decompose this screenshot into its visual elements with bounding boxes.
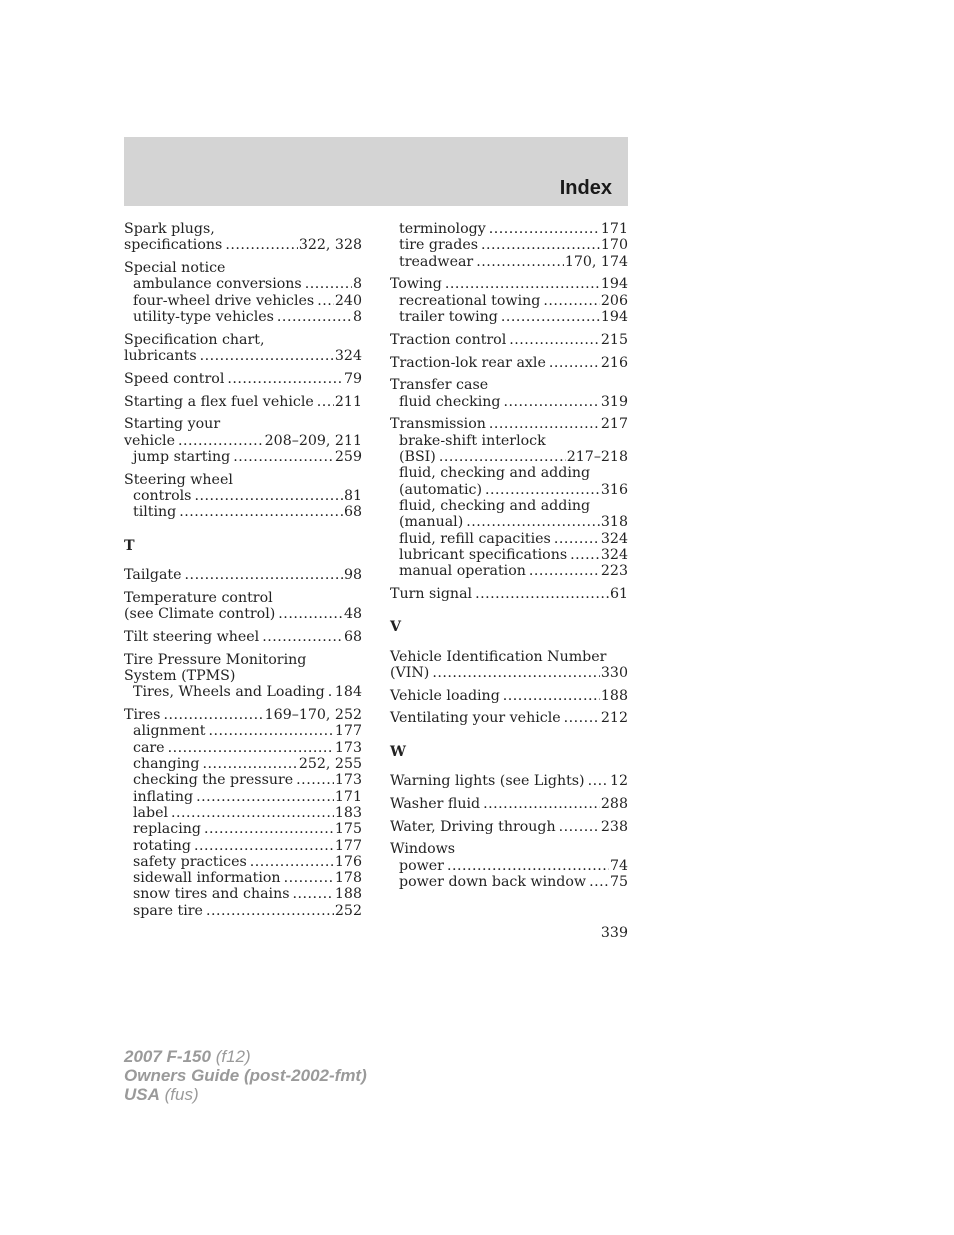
entry-label: inflating xyxy=(133,788,194,805)
index-subentry xyxy=(390,309,628,325)
entry-label: jump starting xyxy=(133,449,231,466)
index-subentry xyxy=(390,858,628,874)
index-entry xyxy=(124,652,362,701)
index-subentry xyxy=(390,293,628,309)
entry-label: tilting xyxy=(133,504,177,521)
index-subentry xyxy=(390,433,628,449)
page-reference: 8 xyxy=(352,308,362,325)
index-entry xyxy=(390,710,628,726)
entry-label: terminology xyxy=(399,221,486,237)
dot-leader xyxy=(483,796,600,812)
index-subentry xyxy=(124,756,362,772)
index-column-right xyxy=(390,221,628,897)
index-entry xyxy=(124,260,362,325)
dot-leader xyxy=(277,309,352,325)
dot-leader xyxy=(196,789,334,805)
entry-label: Special notice xyxy=(124,260,226,277)
index-entry-line xyxy=(390,332,628,348)
index-entry xyxy=(124,707,362,919)
entry-label: Starting your xyxy=(124,416,221,433)
index-entry-line xyxy=(390,796,628,812)
dot-leader xyxy=(206,903,334,919)
page-reference: 194 xyxy=(600,276,628,293)
index-entry-line xyxy=(124,707,362,723)
page-reference: 171 xyxy=(334,788,362,805)
index-entry xyxy=(124,332,362,365)
entry-label: care xyxy=(133,739,165,756)
page-reference: 324 xyxy=(334,348,362,365)
entry-label: Tailgate xyxy=(124,567,182,584)
index-subentry xyxy=(124,488,362,504)
index-entry-line xyxy=(124,606,362,622)
index-entry xyxy=(390,586,628,602)
index-entry-line xyxy=(390,276,628,292)
dot-leader xyxy=(445,276,600,292)
entry-label: fluid, checking and adding xyxy=(399,497,591,514)
index-entry-line xyxy=(390,377,628,393)
index-section-letter: W xyxy=(390,743,406,760)
footer-model-code: (f12) xyxy=(215,1047,251,1066)
index-entry-line xyxy=(390,416,628,432)
dot-leader xyxy=(504,394,600,410)
index-subentry xyxy=(390,547,628,563)
entry-label: recreational towing xyxy=(399,292,541,309)
index-subentry xyxy=(124,449,362,465)
index-entry-line xyxy=(124,629,362,645)
entry-label: Washer fluid xyxy=(390,795,481,812)
entry-label: label xyxy=(133,804,169,821)
entry-label: power xyxy=(399,857,444,874)
dot-leader xyxy=(296,772,334,788)
entry-label: sidewall information xyxy=(133,870,281,887)
dot-leader xyxy=(284,870,334,886)
dot-leader xyxy=(549,355,600,371)
index-subentry xyxy=(124,504,362,520)
page-reference: 188 xyxy=(334,886,362,903)
dot-leader xyxy=(305,276,352,292)
index-entry-line xyxy=(124,371,362,387)
entry-label: controls xyxy=(133,488,192,505)
index-entry-line xyxy=(124,394,362,410)
footer-guide-title: Owners Guide (post-2002-fmt) xyxy=(124,1066,367,1085)
page-reference: 223 xyxy=(600,563,628,580)
entry-label: ambulance conversions xyxy=(133,276,302,293)
index-subentry xyxy=(124,772,362,788)
page-reference: 252, 255 xyxy=(298,756,362,773)
page-reference: 8 xyxy=(352,276,362,293)
entry-label: lubricant specifications xyxy=(399,546,568,563)
index-entry xyxy=(390,276,628,325)
dot-leader xyxy=(278,606,343,622)
index-entry-line xyxy=(124,260,362,276)
page-reference: 240 xyxy=(334,292,362,309)
dot-leader xyxy=(481,237,600,253)
entry-label: (BSI) xyxy=(399,449,436,466)
document-footer xyxy=(124,1047,367,1104)
page-reference: 188 xyxy=(600,687,628,704)
entry-label: changing xyxy=(133,756,200,773)
entry-label: Tire Pressure Monitoring xyxy=(124,651,307,668)
index-subentry xyxy=(124,740,362,756)
dot-leader xyxy=(208,723,333,739)
dot-leader xyxy=(317,394,334,410)
page-reference: 175 xyxy=(334,821,362,838)
page-reference: 206 xyxy=(600,292,628,309)
page-reference: 12 xyxy=(609,773,628,790)
page-number: 339 xyxy=(600,925,628,941)
page-reference: 211 xyxy=(334,393,362,410)
index-entry xyxy=(124,590,362,623)
page-reference: 324 xyxy=(600,546,628,563)
index-entry-line xyxy=(390,688,628,704)
index-subentry xyxy=(390,514,628,530)
index-subentry xyxy=(124,805,362,821)
page-reference: 288 xyxy=(600,795,628,812)
page-reference: 194 xyxy=(600,308,628,325)
entry-label: alignment xyxy=(133,723,206,740)
page-reference: 61 xyxy=(609,585,628,602)
index-entry xyxy=(390,819,628,835)
index-entry-line xyxy=(124,332,362,348)
page-reference: 178 xyxy=(334,870,362,887)
entry-label: Tires, Wheels and Loading xyxy=(133,684,325,701)
entry-label: specifications xyxy=(124,237,223,254)
entry-label: Steering wheel xyxy=(124,471,233,488)
entry-label: (VIN) xyxy=(390,664,430,681)
section-title: Index xyxy=(559,177,612,199)
index-subentry xyxy=(124,293,362,309)
index-subentry xyxy=(124,821,362,837)
index-entry xyxy=(390,416,628,579)
dot-leader xyxy=(564,710,600,726)
dot-leader xyxy=(489,416,600,432)
dot-leader xyxy=(194,488,342,504)
index-subentry xyxy=(390,482,628,498)
index-entry-line xyxy=(390,649,628,665)
index-entry-line xyxy=(124,652,362,668)
index-column-left xyxy=(124,221,362,925)
footer-model: 2007 F-150 xyxy=(124,1047,211,1066)
dot-leader xyxy=(200,348,334,364)
index-entry xyxy=(390,377,628,410)
dot-leader xyxy=(485,482,600,498)
page-reference: 169–170, 252 xyxy=(264,707,362,724)
index-entry-line xyxy=(390,819,628,835)
index-entry xyxy=(390,688,628,704)
page-reference: 81 xyxy=(343,488,362,505)
index-subentry xyxy=(390,237,628,253)
page-reference: 68 xyxy=(343,504,362,521)
dot-leader xyxy=(204,821,334,837)
index-entry xyxy=(124,629,362,645)
entry-label: Starting a flex fuel vehicle xyxy=(124,393,314,410)
entry-label: utility-type vehicles xyxy=(133,308,274,325)
entry-label: Specification chart, xyxy=(124,331,265,348)
index-entry-line xyxy=(124,567,362,583)
entry-label: Spark plugs, xyxy=(124,221,215,237)
index-subentry xyxy=(124,723,362,739)
dot-leader xyxy=(589,874,609,890)
entry-label: Tilt steering wheel xyxy=(124,628,260,645)
index-subentry xyxy=(124,684,362,700)
entry-label: Traction control xyxy=(390,331,507,348)
page-reference: 173 xyxy=(334,772,362,789)
page-reference: 171 xyxy=(600,221,628,237)
page-reference: 212 xyxy=(600,710,628,727)
index-subentry xyxy=(390,394,628,410)
page-reference: 170, 174 xyxy=(564,253,628,270)
index-entry-line xyxy=(124,472,362,488)
entry-label: fluid, checking and adding xyxy=(399,465,591,482)
dot-leader xyxy=(529,563,600,579)
index-entry xyxy=(390,841,628,890)
entry-label: Traction-lok rear axle xyxy=(390,354,546,371)
dot-leader xyxy=(250,854,334,870)
index-subentry xyxy=(124,276,362,292)
index-entry-line xyxy=(124,433,362,449)
page-reference: 183 xyxy=(334,804,362,821)
page-reference: 238 xyxy=(600,818,628,835)
index-entry-line xyxy=(390,773,628,789)
page-reference: 318 xyxy=(600,514,628,531)
dot-leader xyxy=(203,756,298,772)
entry-label: spare tire xyxy=(133,902,203,919)
dot-leader xyxy=(475,586,609,602)
entry-label: brake-shift interlock xyxy=(399,432,546,449)
index-entry xyxy=(124,371,362,387)
index-entry-line xyxy=(124,348,362,364)
dot-leader xyxy=(554,531,600,547)
dot-leader xyxy=(439,449,566,465)
index-entry xyxy=(124,221,362,254)
page-reference: 316 xyxy=(600,481,628,498)
dot-leader xyxy=(559,819,600,835)
page-reference: 184 xyxy=(334,684,362,701)
index-entry-line xyxy=(390,665,628,681)
entry-label: (manual) xyxy=(399,514,464,531)
index-subentry xyxy=(124,854,362,870)
page-reference: 75 xyxy=(609,874,628,890)
index-subentry xyxy=(390,221,628,237)
entry-label: treadwear xyxy=(399,253,474,270)
index-entry xyxy=(124,567,362,583)
entry-label: fluid checking xyxy=(399,393,501,410)
dot-leader xyxy=(432,665,600,681)
page-reference: 173 xyxy=(334,739,362,756)
entry-label: tire grades xyxy=(399,237,479,254)
page-reference: 259 xyxy=(334,449,362,466)
dot-leader xyxy=(489,221,600,237)
index-entry xyxy=(124,394,362,410)
index-entry xyxy=(390,332,628,348)
index-entry-line xyxy=(124,416,362,432)
entry-label: Vehicle loading xyxy=(390,687,500,704)
dot-leader xyxy=(509,332,600,348)
entry-label: safety practices xyxy=(133,853,247,870)
page-reference: 322, 328 xyxy=(298,237,362,254)
entry-label: power down back window xyxy=(399,874,587,890)
dot-leader xyxy=(570,547,600,563)
entry-label: Vehicle Identification Number xyxy=(390,648,607,665)
index-subentry xyxy=(124,789,362,805)
index-entry xyxy=(124,416,362,465)
index-entry-line xyxy=(124,668,362,684)
index-entry xyxy=(390,355,628,371)
page-reference: 252 xyxy=(334,902,362,919)
entry-label: manual operation xyxy=(399,563,526,580)
entry-label: Transfer case xyxy=(390,377,489,394)
index-subentry xyxy=(124,886,362,902)
page-reference: 176 xyxy=(334,853,362,870)
entry-label: fluid, refill capacities xyxy=(399,530,551,547)
index-entry-line xyxy=(124,237,362,253)
dot-leader xyxy=(194,838,334,854)
index-subentry xyxy=(124,309,362,325)
index-subentry xyxy=(124,870,362,886)
entry-label: four-wheel drive vehicles xyxy=(133,292,315,309)
index-entry xyxy=(390,796,628,812)
index-entry xyxy=(390,649,628,682)
entry-label: replacing xyxy=(133,821,201,838)
dot-leader xyxy=(262,629,343,645)
dot-leader xyxy=(227,371,343,387)
index-subentry xyxy=(390,498,628,514)
dot-leader xyxy=(179,504,343,520)
dot-leader xyxy=(466,514,600,530)
page-reference: 215 xyxy=(600,331,628,348)
entry-label: checking the pressure xyxy=(133,772,294,789)
entry-label: Speed control xyxy=(124,370,225,387)
dot-leader xyxy=(163,707,263,723)
page-reference: 74 xyxy=(609,857,628,874)
dot-leader xyxy=(185,567,343,583)
entry-label: Temperature control xyxy=(124,589,273,606)
index-entry-line xyxy=(390,710,628,726)
section-header-bar xyxy=(124,137,628,206)
page-reference: 324 xyxy=(600,530,628,547)
index-entry-line xyxy=(390,355,628,371)
index-subentry xyxy=(390,531,628,547)
index-subentry xyxy=(390,874,628,890)
page-reference: 330 xyxy=(600,664,628,681)
dot-leader xyxy=(233,449,334,465)
index-subentry xyxy=(390,254,628,270)
dot-leader xyxy=(543,293,600,309)
page-reference: 319 xyxy=(600,393,628,410)
entry-label: lubricants xyxy=(124,348,197,365)
entry-label: Ventilating your vehicle xyxy=(390,710,561,727)
dot-leader xyxy=(328,684,334,700)
footer-market: USA xyxy=(124,1085,160,1104)
page-reference: 48 xyxy=(343,606,362,623)
entry-label: Windows xyxy=(390,841,456,858)
dot-leader xyxy=(503,688,600,704)
page-reference: 98 xyxy=(343,567,362,584)
dot-leader xyxy=(225,237,298,253)
index-subentry xyxy=(124,903,362,919)
page-reference: 177 xyxy=(334,837,362,854)
index-entry xyxy=(124,472,362,521)
index-subentry xyxy=(124,838,362,854)
index-subentry xyxy=(390,465,628,481)
dot-leader xyxy=(178,433,264,449)
page-reference: 68 xyxy=(343,628,362,645)
index-entry xyxy=(390,221,628,270)
index-entry-line xyxy=(390,841,628,857)
dot-leader xyxy=(501,309,600,325)
page-reference: 217 xyxy=(600,416,628,433)
entry-label: trailer towing xyxy=(399,308,498,325)
dot-leader xyxy=(171,805,334,821)
dot-leader xyxy=(168,740,334,756)
index-section-letter: T xyxy=(124,537,135,554)
entry-label: vehicle xyxy=(124,432,175,449)
index-entry-line xyxy=(124,221,362,237)
index-subentry xyxy=(390,563,628,579)
entry-label: snow tires and chains xyxy=(133,886,290,903)
dot-leader xyxy=(317,293,334,309)
dot-leader xyxy=(447,858,609,874)
index-entry xyxy=(390,773,628,789)
index-subentry xyxy=(390,449,628,465)
page-reference: 208–209, 211 xyxy=(264,432,362,449)
index-entry-line xyxy=(124,590,362,606)
dot-leader xyxy=(476,254,564,270)
index-section-letter: V xyxy=(390,619,402,636)
dot-leader xyxy=(588,773,609,789)
entry-label: Turn signal xyxy=(390,585,473,602)
entry-label: Tires xyxy=(124,707,161,724)
entry-label: Water, Driving through xyxy=(390,818,556,835)
page-reference: 79 xyxy=(343,370,362,387)
footer-market-code: (fus) xyxy=(164,1085,199,1104)
entry-label: (see Climate control) xyxy=(124,606,276,623)
index-entry-line xyxy=(390,586,628,602)
page-reference: 177 xyxy=(334,723,362,740)
entry-label: Towing xyxy=(390,276,442,293)
page-reference: 216 xyxy=(600,354,628,371)
entry-label: System (TPMS) xyxy=(124,668,236,685)
entry-label: Warning lights (see Lights) xyxy=(390,773,585,790)
entry-label: Transmission xyxy=(390,416,486,433)
page-reference: 170 xyxy=(600,237,628,254)
entry-label: rotating xyxy=(133,837,191,854)
dot-leader xyxy=(293,886,334,902)
entry-label: (automatic) xyxy=(399,481,483,498)
page-reference: 217–218 xyxy=(566,449,628,466)
